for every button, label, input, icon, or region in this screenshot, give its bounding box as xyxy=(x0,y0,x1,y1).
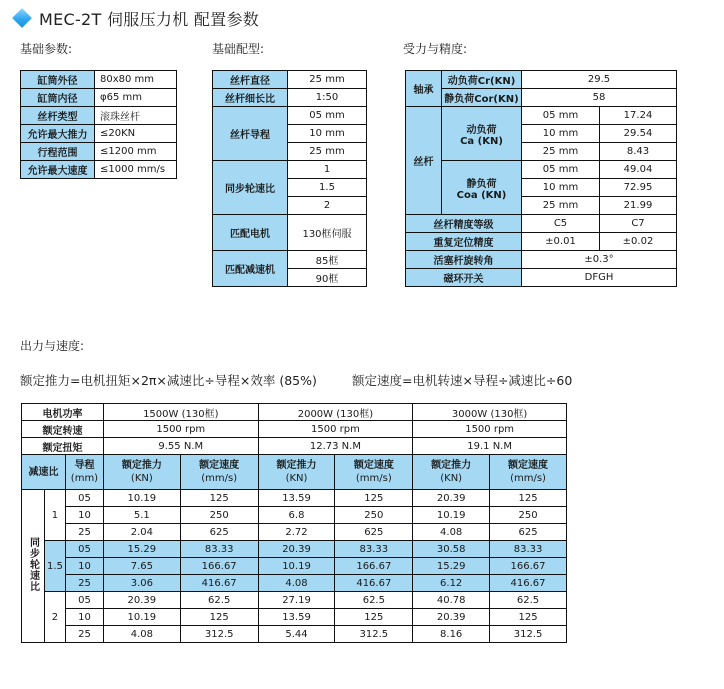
speed-value: 416.67 xyxy=(180,575,258,592)
motor-rpm: 1500 rpm xyxy=(413,421,567,438)
sync-ratio-value: 1 xyxy=(288,161,367,179)
lead-header-line2: (mm) xyxy=(70,473,99,484)
speed-value: 625 xyxy=(180,524,258,541)
thrust-header xyxy=(413,455,490,490)
power-label: 电机功率 xyxy=(22,404,104,421)
speed-header-line1: 额定速度 xyxy=(508,460,549,471)
motor-power: 2000W (130框) xyxy=(258,404,413,421)
thrust-header-line1: 额定推力 xyxy=(121,460,162,471)
thrust-value: 10.19 xyxy=(258,558,335,575)
bearing-static-label: 静负荷Cor(KN) xyxy=(442,89,522,107)
side-label-text: 同步轮速比 xyxy=(27,537,39,592)
speed-header-line1: 额定速度 xyxy=(353,460,394,471)
param-row xyxy=(21,143,177,161)
ratio-cell: 1.5 xyxy=(44,541,65,592)
motor-power: 1500W (130框) xyxy=(103,404,258,421)
speed-value: 312.5 xyxy=(490,626,567,643)
screw-static-label xyxy=(442,161,522,215)
magnetic-switch-value: DFGH xyxy=(522,269,677,287)
ratio-header: 减速比 xyxy=(22,455,66,490)
speed-header xyxy=(180,455,258,490)
speed-value: 125 xyxy=(180,490,258,507)
speed-value: 625 xyxy=(335,524,413,541)
param-label: 允许最大推力 xyxy=(21,125,95,143)
screw-dynamic-label-line1: 动负荷 xyxy=(466,124,497,136)
param-label: 允许最大速度 xyxy=(21,161,95,179)
table-row xyxy=(22,541,567,558)
screw-dynamic-label xyxy=(442,107,522,161)
table-row xyxy=(22,609,567,626)
repeat-precision-value: ±0.01 xyxy=(522,233,600,251)
speed-value: 312.5 xyxy=(335,626,413,643)
thrust-value: 5.1 xyxy=(103,507,180,524)
load-value: 72.95 xyxy=(600,179,677,197)
thrust-header-line2: (KN) xyxy=(130,473,153,484)
lead-cell: 10 xyxy=(65,558,103,575)
screw-static-label-line1: 静负荷 xyxy=(466,178,497,190)
page-header xyxy=(12,6,259,30)
param-row xyxy=(21,71,177,89)
thrust-value: 3.06 xyxy=(103,575,180,592)
lead-cell: 10 xyxy=(65,609,103,626)
piston-rotation-value: ±0.3° xyxy=(522,251,677,269)
speed-value: 62.5 xyxy=(180,592,258,609)
output-speed-heading: 出力与速度: xyxy=(20,339,85,353)
motor-value: 130框伺服 xyxy=(288,215,367,251)
thrust-header-line1: 额定推力 xyxy=(431,460,472,471)
param-value: φ65 mm xyxy=(95,89,177,107)
speed-value: 83.33 xyxy=(335,541,413,558)
speed-header-line2: (mm/s) xyxy=(201,473,238,484)
thrust-value: 4.08 xyxy=(258,575,335,592)
speed-value: 416.67 xyxy=(490,575,567,592)
ratio-cell: 2 xyxy=(44,592,65,643)
lead-cell: 25 mm xyxy=(522,143,600,161)
lead-cell: 25 mm xyxy=(522,197,600,215)
thrust-value: 4.08 xyxy=(413,524,490,541)
torque-label: 额定扭矩 xyxy=(22,438,104,455)
thrust-header xyxy=(258,455,335,490)
reducer-label: 匹配减速机 xyxy=(213,251,288,287)
param-row xyxy=(21,125,177,143)
table-row xyxy=(22,490,567,507)
bearing-static-value: 58 xyxy=(522,89,677,107)
speed-value: 83.33 xyxy=(490,541,567,558)
param-value: ≤1000 mm/s xyxy=(95,161,177,179)
reducer-value: 90框 xyxy=(288,269,367,287)
screw-static-label-line2: Coa (KN) xyxy=(456,189,507,201)
slenderness-label: 丝杆细长比 xyxy=(213,89,288,107)
thrust-value: 20.39 xyxy=(413,490,490,507)
screw-label: 丝杆 xyxy=(406,107,442,215)
speed-value: 62.5 xyxy=(335,592,413,609)
diamond-icon xyxy=(12,8,32,28)
basic-params-table xyxy=(20,70,177,179)
motor-rpm: 1500 rpm xyxy=(103,421,258,438)
thrust-value: 30.58 xyxy=(413,541,490,558)
load-value: 17.24 xyxy=(600,107,677,125)
sync-ratio-label: 同步轮速比 xyxy=(213,161,288,215)
output-speed-table xyxy=(21,403,567,643)
motor-label: 匹配电机 xyxy=(213,215,288,251)
thrust-value: 20.39 xyxy=(258,541,335,558)
motor-torque: 12.73 N.M xyxy=(258,438,413,455)
speed-header-line2: (mm/s) xyxy=(355,473,392,484)
lead-header xyxy=(65,455,103,490)
thrust-formula: 额定推力=电机扭矩×2π×减速比÷导程×效率 (85%) xyxy=(20,373,317,388)
speed-value: 250 xyxy=(180,507,258,524)
thrust-header-line1: 额定推力 xyxy=(276,460,317,471)
lead-cell: 05 mm xyxy=(522,107,600,125)
bearing-dynamic-value: 29.5 xyxy=(522,71,677,89)
speed-value: 250 xyxy=(490,507,567,524)
param-row xyxy=(21,107,177,125)
basic-config-heading: 基础配型: xyxy=(212,42,265,56)
motor-torque: 9.55 N.M xyxy=(103,438,258,455)
screw-diameter-value: 25 mm xyxy=(288,71,367,89)
thrust-value: 10.19 xyxy=(103,609,180,626)
lead-cell: 05 xyxy=(65,541,103,558)
speed-value: 125 xyxy=(335,609,413,626)
speed-value: 625 xyxy=(490,524,567,541)
ratio-cell: 1 xyxy=(44,490,65,541)
param-label: 缸筒外径 xyxy=(21,71,95,89)
force-precision-table xyxy=(405,70,677,287)
lead-cell: 25 xyxy=(65,626,103,643)
motor-rpm: 1500 rpm xyxy=(258,421,413,438)
lead-cell: 25 xyxy=(65,524,103,541)
lead-cell: 05 xyxy=(65,490,103,507)
speed-formula: 额定速度=电机转速×导程÷减速比÷60 xyxy=(352,373,573,388)
lead-value: 25 mm xyxy=(288,143,367,161)
thrust-header xyxy=(103,455,180,490)
speed-value: 166.67 xyxy=(180,558,258,575)
table-row xyxy=(22,524,567,541)
lead-label: 丝杆导程 xyxy=(213,107,288,161)
slenderness-value: 1:50 xyxy=(288,89,367,107)
lead-value: 05 mm xyxy=(288,107,367,125)
lead-cell: 25 xyxy=(65,575,103,592)
piston-rotation-label: 活塞杆旋转角 xyxy=(406,251,522,269)
param-label: 行程范围 xyxy=(21,143,95,161)
thrust-value: 20.39 xyxy=(103,592,180,609)
thrust-value: 6.12 xyxy=(413,575,490,592)
motor-power: 3000W (130框) xyxy=(413,404,567,421)
basic-config-table xyxy=(212,70,367,287)
speed-value: 83.33 xyxy=(180,541,258,558)
accuracy-grade-value: C5 xyxy=(522,215,600,233)
side-label xyxy=(22,490,45,643)
param-label: 丝杆类型 xyxy=(21,107,95,125)
param-value: 80x80 mm xyxy=(95,71,177,89)
speed-value: 62.5 xyxy=(490,592,567,609)
load-value: 29.54 xyxy=(600,125,677,143)
thrust-header-line2: (KN) xyxy=(440,473,463,484)
repeat-precision-label: 重复定位精度 xyxy=(406,233,522,251)
table-row xyxy=(22,575,567,592)
screw-dynamic-label-line2: Ca (KN) xyxy=(460,135,503,147)
rpm-label: 额定转速 xyxy=(22,421,104,438)
lead-header-line1: 导程 xyxy=(74,460,95,471)
lead-cell: 05 mm xyxy=(522,161,600,179)
thrust-value: 13.59 xyxy=(258,609,335,626)
speed-header-line1: 额定速度 xyxy=(199,460,240,471)
speed-header xyxy=(490,455,567,490)
thrust-header-line2: (KN) xyxy=(285,473,308,484)
bearing-dynamic-label: 动负荷Cr(KN) xyxy=(442,71,522,89)
thrust-value: 13.59 xyxy=(258,490,335,507)
reducer-value: 85框 xyxy=(288,251,367,269)
sync-ratio-value: 2 xyxy=(288,197,367,215)
param-value: 滚珠丝杆 xyxy=(95,107,177,125)
magnetic-switch-label: 磁环开关 xyxy=(406,269,522,287)
bearing-label: 轴承 xyxy=(406,71,442,107)
speed-value: 250 xyxy=(335,507,413,524)
lead-cell: 10 mm xyxy=(522,125,600,143)
thrust-value: 7.65 xyxy=(103,558,180,575)
thrust-value: 6.8 xyxy=(258,507,335,524)
thrust-value: 2.04 xyxy=(103,524,180,541)
load-value: 21.99 xyxy=(600,197,677,215)
lead-value: 10 mm xyxy=(288,125,367,143)
speed-value: 125 xyxy=(490,609,567,626)
lead-cell: 05 xyxy=(65,592,103,609)
thrust-value: 8.16 xyxy=(413,626,490,643)
param-row xyxy=(21,89,177,107)
lead-cell: 10 mm xyxy=(522,179,600,197)
table-row xyxy=(22,592,567,609)
motor-torque: 19.1 N.M xyxy=(413,438,567,455)
thrust-value: 15.29 xyxy=(103,541,180,558)
thrust-value: 10.19 xyxy=(103,490,180,507)
page-title: MEC-2T 伺服压力机 配置参数 xyxy=(39,9,260,29)
lead-cell: 10 xyxy=(65,507,103,524)
thrust-value: 2.72 xyxy=(258,524,335,541)
table-row xyxy=(22,626,567,643)
thrust-value: 5.44 xyxy=(258,626,335,643)
param-value: ≤20KN xyxy=(95,125,177,143)
speed-value: 125 xyxy=(490,490,567,507)
basic-params-heading: 基础参数: xyxy=(20,42,73,56)
param-label: 缸筒内径 xyxy=(21,89,95,107)
speed-value: 166.67 xyxy=(490,558,567,575)
load-value: 49.04 xyxy=(600,161,677,179)
speed-header xyxy=(335,455,413,490)
speed-value: 125 xyxy=(335,490,413,507)
table-row xyxy=(22,558,567,575)
speed-value: 312.5 xyxy=(180,626,258,643)
accuracy-grade-label: 丝杆精度等级 xyxy=(406,215,522,233)
accuracy-grade-value: C7 xyxy=(600,215,677,233)
thrust-value: 40.78 xyxy=(413,592,490,609)
param-row xyxy=(21,161,177,179)
speed-value: 125 xyxy=(180,609,258,626)
speed-value: 166.67 xyxy=(335,558,413,575)
speed-value: 416.67 xyxy=(335,575,413,592)
thrust-value: 10.19 xyxy=(413,507,490,524)
screw-diameter-label: 丝杆直径 xyxy=(213,71,288,89)
thrust-value: 27.19 xyxy=(258,592,335,609)
repeat-precision-value: ±0.02 xyxy=(600,233,677,251)
thrust-value: 20.39 xyxy=(413,609,490,626)
speed-header-line2: (mm/s) xyxy=(510,473,546,484)
thrust-value: 15.29 xyxy=(413,558,490,575)
sync-ratio-value: 1.5 xyxy=(288,179,367,197)
param-value: ≤1200 mm xyxy=(95,143,177,161)
thrust-value: 4.08 xyxy=(103,626,180,643)
load-value: 8.43 xyxy=(600,143,677,161)
force-precision-heading: 受力与精度: xyxy=(403,42,468,56)
table-row xyxy=(22,507,567,524)
